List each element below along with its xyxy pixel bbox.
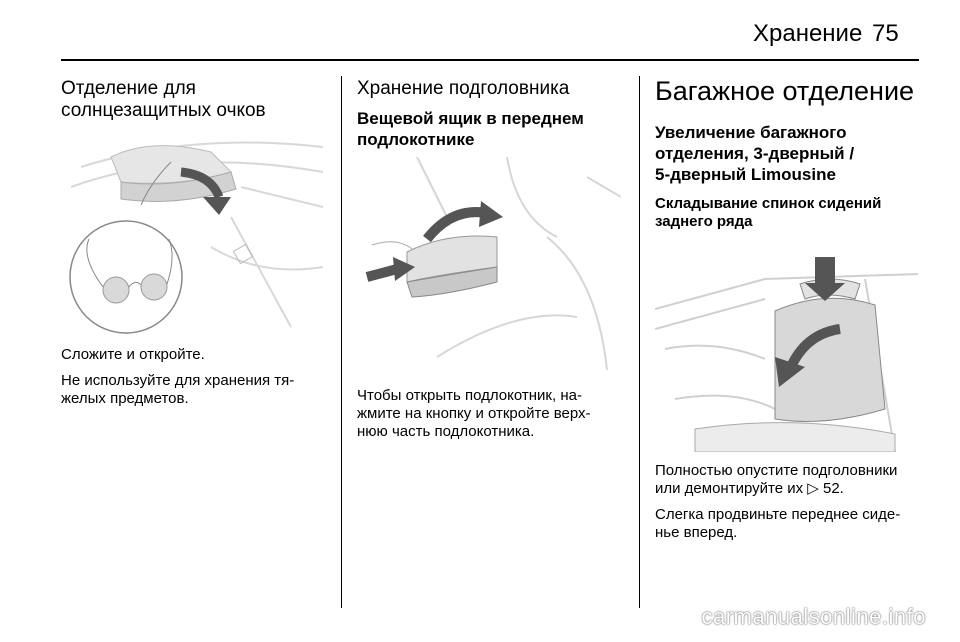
paragraph-line: нье вперед.	[655, 524, 738, 541]
subheading-armrest	[357, 108, 627, 150]
heading-line: Складывание спинок сидений	[655, 195, 882, 212]
paragraph-line: жмите на кнопку и откройте верх-	[357, 405, 591, 422]
header-divider	[61, 59, 919, 61]
column-sunglasses	[61, 78, 326, 122]
column-luggage-text	[655, 462, 930, 542]
column-divider-1	[341, 76, 342, 608]
rear-seat-figure	[655, 239, 918, 452]
heading-line: Отделение для	[61, 78, 196, 99]
paragraph: Сложите и откройте.	[61, 346, 205, 363]
paragraph-line	[655, 480, 930, 498]
reference-arrow-icon: ▷	[807, 480, 819, 497]
heading-line: заднего ряда	[655, 213, 753, 230]
watermark: carmanualsonline.info	[701, 604, 926, 629]
section-heading-sunglasses	[61, 78, 326, 122]
column-luggage	[655, 76, 930, 231]
page-number: 75	[872, 20, 899, 47]
heading-line: солнцезащитных очков	[61, 100, 266, 121]
paragraph-line: нюю часть подлокотника.	[357, 423, 535, 440]
paragraph-line: Не используйте для хранения тя-	[61, 372, 295, 389]
subheading-enlarge	[655, 122, 930, 185]
sunglasses-figure	[61, 127, 323, 340]
paragraph-line: Слегка продвиньте переднее сиде-	[655, 506, 901, 523]
reference-page-link[interactable]: 52.	[823, 480, 844, 497]
sunglasses-compartment-illustration	[61, 127, 323, 340]
column-armrest-text	[357, 387, 627, 441]
heading-line: 5-дверный Limousine	[655, 165, 836, 184]
armrest-storage-illustration	[357, 157, 621, 370]
heading-line: Вещевой ящик в переднем	[357, 109, 584, 128]
heading-line: отделения, 3-дверный /	[655, 144, 855, 163]
page-header-title: Хранение	[753, 20, 863, 47]
section-heading-storage: Хранение подголовника	[357, 78, 570, 99]
paragraph-line: Полностью опустите подголовники	[655, 462, 898, 479]
column-divider-2	[639, 76, 640, 608]
heading-line: подлокотнике	[357, 130, 475, 149]
column-armrest	[357, 78, 627, 150]
minor-heading-seats	[655, 195, 930, 231]
paragraph-line: желых предметов.	[61, 390, 189, 407]
paragraph-text: или демонтируйте их	[655, 480, 804, 497]
armrest-figure	[357, 157, 621, 370]
section-heading-luggage: Багажное отделение	[655, 76, 915, 106]
paragraph-line: Чтобы открыть подлокотник, на-	[357, 387, 582, 404]
rear-seat-folding-illustration	[655, 239, 918, 452]
column-sunglasses-text	[61, 346, 326, 408]
heading-line: Увеличение багажного	[655, 123, 847, 142]
